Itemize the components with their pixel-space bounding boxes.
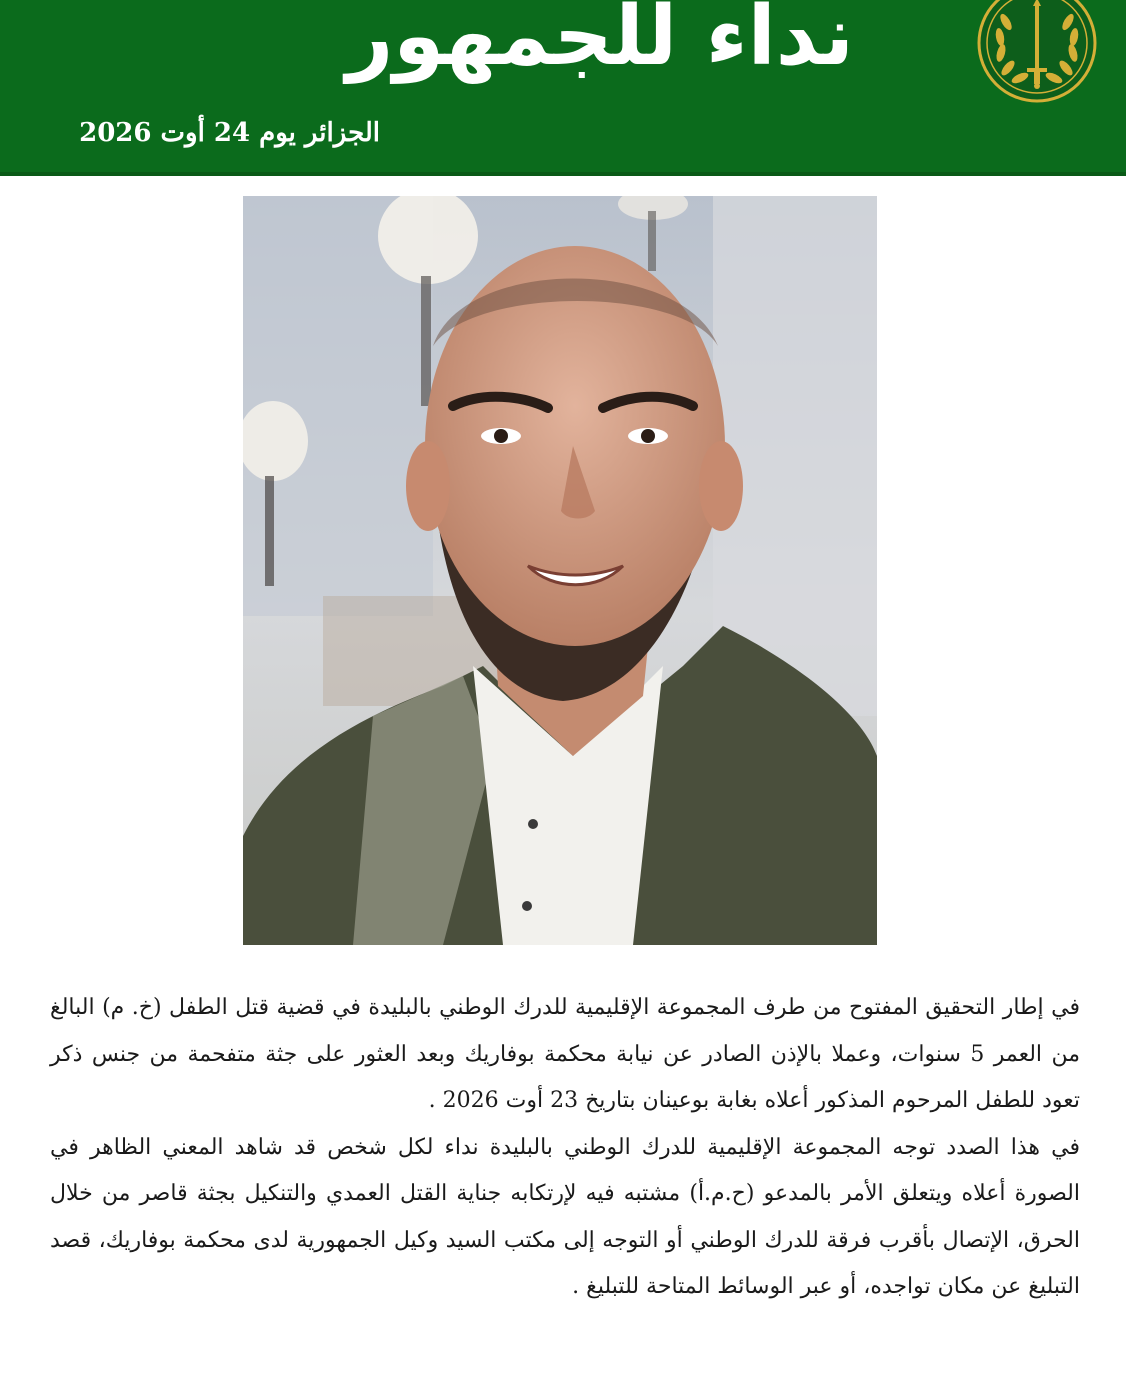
- person-portrait: [243, 196, 877, 945]
- notice-date: الجزائر يوم 24 أوت 2026: [79, 118, 380, 148]
- gendarmerie-emblem-icon: [976, 0, 1098, 104]
- page-title: نداء للجمهور: [346, 0, 854, 84]
- suspect-photo: [243, 196, 877, 945]
- notice-body: [50, 985, 1080, 1311]
- header-banner: [0, 0, 1126, 176]
- paragraph-1: في إطار التحقيق المفتوح من طرف المجموعة الإقليمية للدرك الوطني بالبليدة في قضية قتل الطفل (خ. م) البالغ من العمر 5 سنوات، وعملا بالإذن الصادر عن نيابة محكمة بوفاريك وبعد العثور على جثة متفحمة من جنس ذكر تعود للطفل المرحوم المذكور أعلاه بغابة بوعينان بتاريخ 23 أوت 2026 .: [50, 995, 1080, 1113]
- paragraph-2: في هذا الصدد توجه المجموعة الإقليمية للدرك الوطني بالبليدة نداء لكل شخص قد شاهد المعني الظاهر في الصورة أعلاه ويتعلق الأمر بالمدعو (ح.م.أ) مشتبه فيه لإرتكابه جناية القتل العمدي والتنكيل بجثة قاصر من خلال الحرق، الإتصال بأقرب فرقة للدرك الوطني أو التوجه إلى مكتب السيد وكيل الجمهورية لدى محكمة بوفاريك، قصد التبليغ عن مكان تواجده، أو عبر الوسائط المتاحة للتبليغ .: [50, 1134, 1080, 1299]
